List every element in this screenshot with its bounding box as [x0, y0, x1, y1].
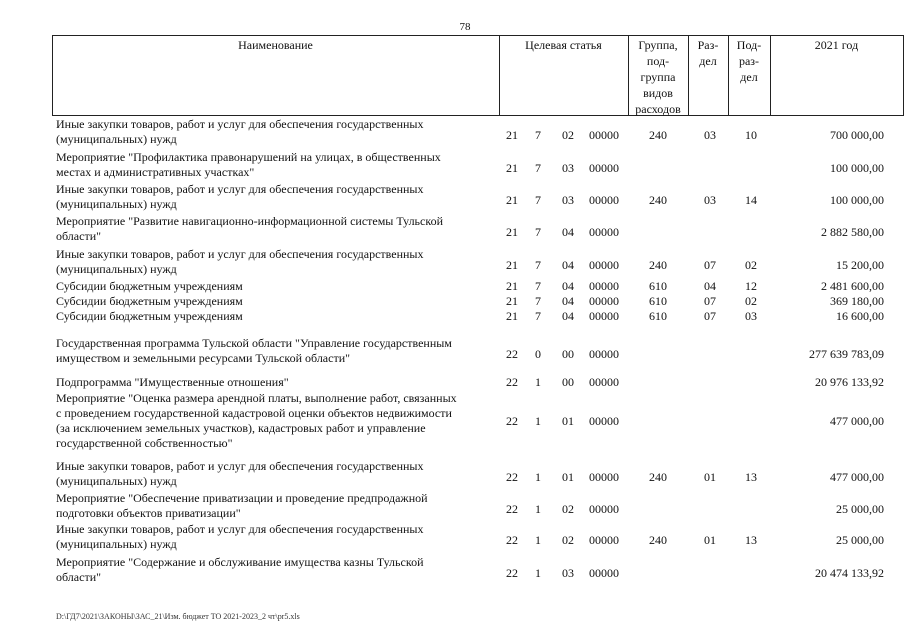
page-number: 78 [459, 21, 471, 33]
target-code-program: 21 [506, 258, 518, 272]
subsection: 13 [745, 470, 757, 484]
expense-group: 610 [649, 294, 667, 308]
target-code-program: 21 [506, 309, 518, 323]
target-code-event: 00 [562, 375, 574, 389]
amount-2021: 25 000,00 [836, 502, 884, 516]
target-code-direction: 00000 [589, 309, 619, 323]
row-name: Мероприятие "Профилактика правонарушений на улицах, в общественных местах и административных участках" [56, 150, 441, 179]
header-rule-top [52, 35, 903, 36]
section: 07 [704, 258, 716, 272]
target-code-direction: 00000 [589, 193, 619, 207]
subsection: 02 [745, 294, 757, 308]
target-code-direction: 00000 [589, 533, 619, 547]
amount-2021: 477 000,00 [830, 470, 884, 484]
target-code-subprogram: 1 [535, 566, 541, 580]
target-code-direction: 00000 [589, 258, 619, 272]
expense-group: 240 [649, 258, 667, 272]
target-code-direction: 00000 [589, 279, 619, 293]
target-code-program: 21 [506, 161, 518, 175]
header-podrazdel: Под- раз- дел [736, 38, 762, 84]
subsection: 12 [745, 279, 757, 293]
row-name: Иные закупки товаров, работ и услуг для обеспечения государственных (муниципальных) нужд [56, 459, 424, 488]
target-code-event: 01 [562, 470, 574, 484]
target-code-subprogram: 1 [535, 502, 541, 516]
amount-2021: 100 000,00 [830, 193, 884, 207]
target-code-subprogram: 1 [535, 375, 541, 389]
target-code-program: 22 [506, 347, 518, 361]
target-code-event: 04 [562, 294, 574, 308]
target-code-subprogram: 7 [535, 258, 541, 272]
target-code-direction: 00000 [589, 502, 619, 516]
subsection: 10 [745, 128, 757, 142]
expense-group: 240 [649, 533, 667, 547]
target-code-event: 04 [562, 279, 574, 293]
target-code-subprogram: 7 [535, 309, 541, 323]
target-code-subprogram: 1 [535, 470, 541, 484]
target-code-subprogram: 7 [535, 161, 541, 175]
amount-2021: 100 000,00 [830, 161, 884, 175]
expense-group: 610 [649, 279, 667, 293]
target-code-program: 22 [506, 533, 518, 547]
target-code-direction: 00000 [589, 414, 619, 428]
row-name: Иные закупки товаров, работ и услуг для обеспечения государственных (муниципальных) нужд [56, 182, 424, 211]
target-code-event: 03 [562, 566, 574, 580]
row-name: Иные закупки товаров, работ и услуг для обеспечения государственных (муниципальных) нужд [56, 117, 424, 146]
section: 01 [704, 533, 716, 547]
section: 03 [704, 193, 716, 207]
target-code-direction: 00000 [589, 294, 619, 308]
row-name: Мероприятие "Развитие навигационно-информационной системы Тульской области" [56, 214, 443, 243]
target-code-event: 01 [562, 414, 574, 428]
target-code-program: 22 [506, 566, 518, 580]
amount-2021: 20 474 133,92 [815, 566, 884, 580]
row-name: Мероприятие "Содержание и обслуживание имущества казны Тульской области" [56, 555, 424, 584]
target-code-event: 04 [562, 225, 574, 239]
row-name: Мероприятие "Обеспечение приватизации и проведение предпродажной подготовки объектов приватизации" [56, 491, 428, 520]
target-code-direction: 00000 [589, 225, 619, 239]
target-code-subprogram: 1 [535, 414, 541, 428]
expense-group: 240 [649, 193, 667, 207]
amount-2021: 20 976 133,92 [815, 375, 884, 389]
header-rule-bottom [52, 115, 903, 116]
target-code-event: 03 [562, 161, 574, 175]
amount-2021: 2 882 580,00 [821, 225, 884, 239]
row-name: Государственная программа Тульской области "Управление государственным имуществом и земельными ресурсами Тульской области" [56, 336, 452, 365]
expense-group: 240 [649, 470, 667, 484]
header-razdel: Раз- дел [697, 38, 719, 68]
target-code-subprogram: 7 [535, 193, 541, 207]
target-code-subprogram: 1 [535, 533, 541, 547]
target-code-event: 00 [562, 347, 574, 361]
target-code-event: 02 [562, 128, 574, 142]
amount-2021: 15 200,00 [836, 258, 884, 272]
target-code-program: 21 [506, 128, 518, 142]
amount-2021: 700 000,00 [830, 128, 884, 142]
amount-2021: 369 180,00 [830, 294, 884, 308]
target-code-event: 04 [562, 309, 574, 323]
row-name: Субсидии бюджетным учреждениям [56, 309, 243, 323]
header-year: 2021 год [814, 38, 859, 52]
target-code-event: 03 [562, 193, 574, 207]
expense-group: 240 [649, 128, 667, 142]
header-group: Группа, под- группа видов расходов [635, 38, 681, 116]
target-code-subprogram: 7 [535, 294, 541, 308]
target-code-program: 21 [506, 279, 518, 293]
header-divider [903, 35, 904, 116]
section: 07 [704, 294, 716, 308]
amount-2021: 2 481 600,00 [821, 279, 884, 293]
row-name: Субсидии бюджетным учреждениям [56, 279, 243, 293]
target-code-program: 21 [506, 294, 518, 308]
target-code-subprogram: 7 [535, 225, 541, 239]
target-code-program: 21 [506, 193, 518, 207]
target-code-program: 21 [506, 225, 518, 239]
target-code-event: 02 [562, 502, 574, 516]
section: 01 [704, 470, 716, 484]
file-path-footer: D:\ГД7\2021\ЗАКОНЫ\ЗАС_21\Изм. бюджет ТО 2021-2023_2 чт\pr5.xls [56, 612, 300, 621]
target-code-direction: 00000 [589, 161, 619, 175]
target-code-event: 04 [562, 258, 574, 272]
row-name: Мероприятие "Оценка размера арендной платы, выполнение работ, связанных с проведением государственной кадастровой оценки объектов недвижимости (за исключением земельных участков), кадастровых работ и управление государственной собственностью" [56, 391, 457, 450]
row-name: Подпрограмма "Имущественные отношения" [56, 375, 289, 389]
target-code-direction: 00000 [589, 566, 619, 580]
subsection: 02 [745, 258, 757, 272]
target-code-direction: 00000 [589, 347, 619, 361]
row-name: Иные закупки товаров, работ и услуг для обеспечения государственных (муниципальных) нужд [56, 522, 424, 551]
amount-2021: 477 000,00 [830, 414, 884, 428]
target-code-program: 22 [506, 414, 518, 428]
target-code-event: 02 [562, 533, 574, 547]
subsection: 14 [745, 193, 757, 207]
target-code-program: 22 [506, 470, 518, 484]
section: 07 [704, 309, 716, 323]
expense-group: 610 [649, 309, 667, 323]
target-code-subprogram: 0 [535, 347, 541, 361]
target-code-direction: 00000 [589, 375, 619, 389]
amount-2021: 16 600,00 [836, 309, 884, 323]
target-code-direction: 00000 [589, 128, 619, 142]
target-code-subprogram: 7 [535, 128, 541, 142]
amount-2021: 25 000,00 [836, 533, 884, 547]
section: 04 [704, 279, 716, 293]
header-target: Целевая статья [525, 38, 602, 52]
target-code-program: 22 [506, 502, 518, 516]
subsection: 13 [745, 533, 757, 547]
amount-2021: 277 639 783,09 [809, 347, 884, 361]
target-code-program: 22 [506, 375, 518, 389]
target-code-direction: 00000 [589, 470, 619, 484]
header-name: Наименование [238, 38, 313, 52]
section: 03 [704, 128, 716, 142]
row-name: Субсидии бюджетным учреждениям [56, 294, 243, 308]
row-name: Иные закупки товаров, работ и услуг для обеспечения государственных (муниципальных) нужд [56, 247, 424, 276]
target-code-subprogram: 7 [535, 279, 541, 293]
subsection: 03 [745, 309, 757, 323]
